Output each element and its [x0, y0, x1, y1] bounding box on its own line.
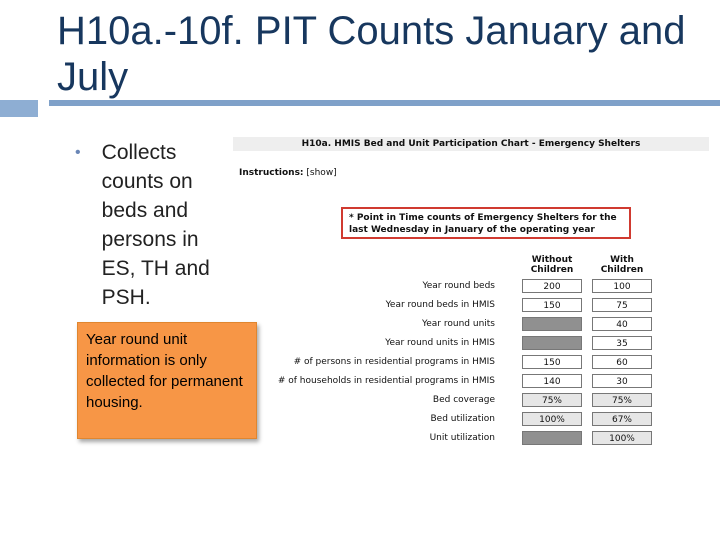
instructions-label: Instructions:: [239, 168, 304, 178]
row-label: Bed utilization: [430, 414, 495, 424]
title-accent-block: [0, 100, 38, 117]
without-children-cell[interactable]: 100%: [522, 412, 582, 426]
hmis-chart-screenshot: [233, 137, 709, 447]
with-children-cell[interactable]: 67%: [592, 412, 652, 426]
without-children-cell[interactable]: 200: [522, 279, 582, 293]
row-label: # of persons in residential programs in HMIS: [293, 357, 495, 367]
without-children-cell[interactable]: 140: [522, 374, 582, 388]
table-row: [233, 373, 709, 391]
row-label: Year round beds: [422, 281, 495, 291]
table-row: [233, 392, 709, 410]
with-children-cell[interactable]: 60: [592, 355, 652, 369]
table-row: [233, 316, 709, 334]
title-underline: [49, 100, 720, 106]
bullet-icon: •: [75, 144, 81, 161]
table-row: [233, 297, 709, 315]
without-children-cell: [522, 431, 582, 445]
without-children-cell[interactable]: 150: [522, 298, 582, 312]
without-children-cell: [522, 317, 582, 331]
without-children-cell[interactable]: 75%: [522, 393, 582, 407]
row-label: Bed coverage: [432, 395, 495, 405]
with-children-cell[interactable]: 30: [592, 374, 652, 388]
with-children-cell[interactable]: 35: [592, 336, 652, 350]
col-header-with-children: With Children: [600, 255, 644, 275]
callout-note-text: Year round unit information is only collected for permanent housing.: [86, 331, 243, 411]
row-label: Year round units: [421, 319, 495, 329]
bullet-item: [75, 138, 235, 312]
table-row: [233, 430, 709, 448]
instructions: [239, 168, 337, 178]
with-children-cell[interactable]: 100%: [592, 431, 652, 445]
with-children-cell[interactable]: 100: [592, 279, 652, 293]
pit-note-box: * Point in Time counts of Emergency Shelters for the last Wednesday in January of the operating year: [341, 207, 631, 239]
with-children-cell[interactable]: 40: [592, 317, 652, 331]
without-children-cell[interactable]: 150: [522, 355, 582, 369]
title-accent-divider: [38, 100, 40, 117]
table-row: [233, 411, 709, 429]
row-label: Unit utilization: [429, 433, 495, 443]
instructions-show-link[interactable]: [show]: [306, 168, 337, 178]
bullet-text: Collects counts on beds and persons in ES, TH and PSH.: [101, 141, 210, 309]
table-row: [233, 335, 709, 353]
with-children-cell[interactable]: 75: [592, 298, 652, 312]
table-row: [233, 354, 709, 372]
col-header-without-children: Without Children: [530, 255, 574, 275]
slide-title: H10a.-10f. PIT Counts January and July: [57, 9, 686, 99]
bullet-list: [75, 138, 235, 312]
table-row: [233, 278, 709, 296]
without-children-cell: [522, 336, 582, 350]
row-label: # of households in residential programs in HMIS: [277, 376, 495, 386]
row-label: Year round units in HMIS: [385, 338, 495, 348]
with-children-cell[interactable]: 75%: [592, 393, 652, 407]
row-label: Year round beds in HMIS: [385, 300, 495, 310]
callout-note: [77, 322, 257, 439]
chart-title: H10a. HMIS Bed and Unit Participation Chart - Emergency Shelters: [233, 137, 709, 151]
